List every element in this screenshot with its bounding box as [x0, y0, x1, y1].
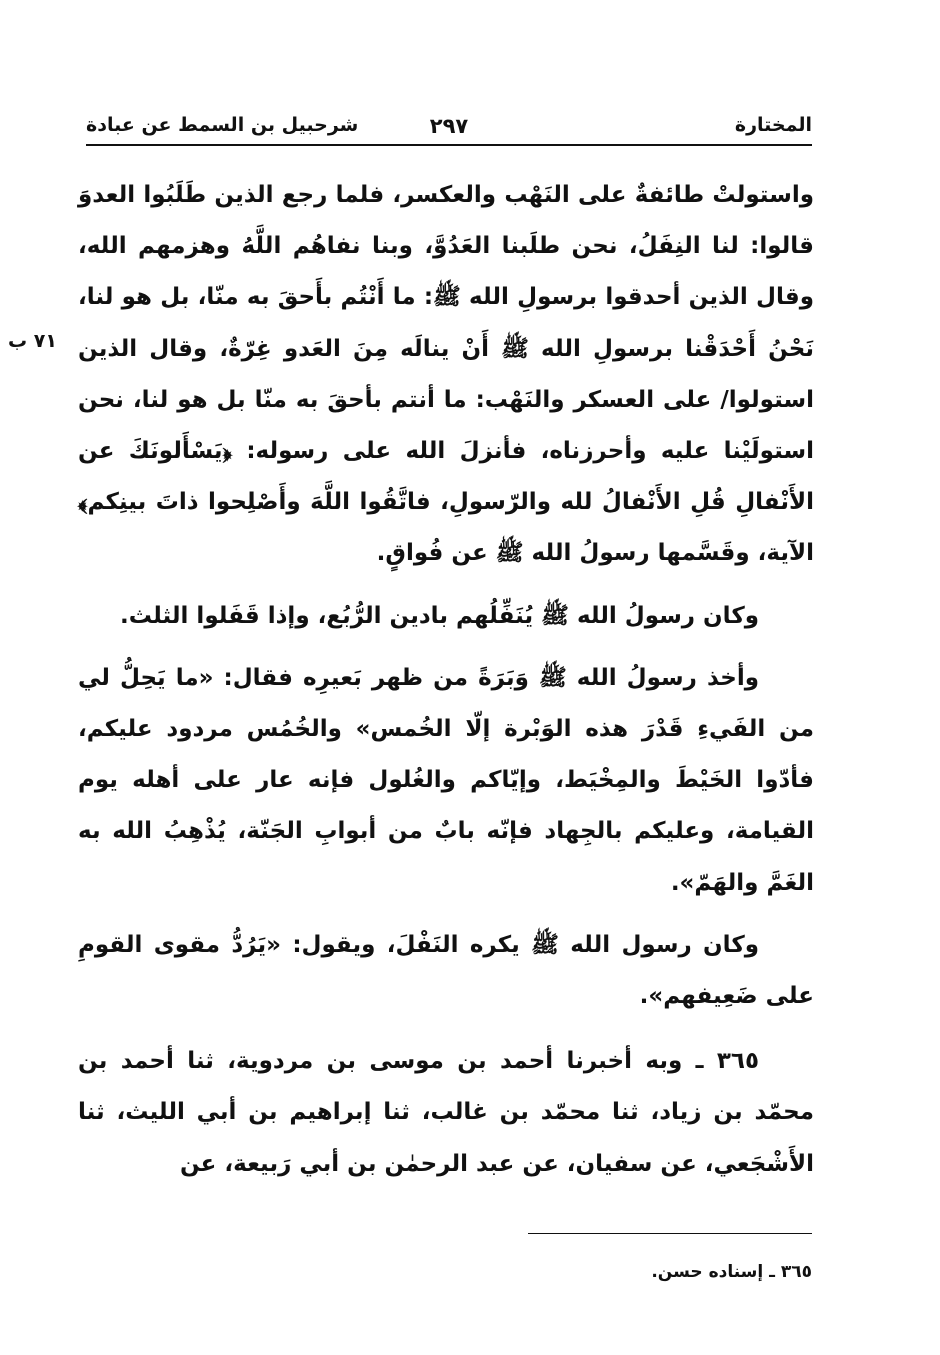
paragraph-1: واستولتْ طائفةٌ على النَهْب والعكسر، فلما رجع الذين طَلَبُوا العدوَ قالوا: لنا النِفَلُ، نحن طلَبنا العَدُوَّ، وبنا نفاهُم اللَّهُ وهزمهم الله، وقال الذين أحدقوا برسولِ الله ﷺ: ما أَنْتُم بأَحقَ به منّا، بل هو لنا، نَحْنُ أَحْدَقْنا برسولِ الله ﷺ أَنْ ينالَه مِنَ العَدو غِرّةٌ، وقال الذين استولوا/ على العسكر والنَهْب: ما أنتم بأحقَ به منّا بل هو لنا، نحن استولَيْنا عليه وأحرزناه، فأنزلَ الله على رسوله: ﴿يَسْأَلونَكَ عن الأَنْفالِ قُلِ الأَنْفالُ لله والرّسولِ، فاتَّقُوا اللَّهَ وأَصْلِحوا ذاتَ بينِكم﴾ الآية، وقَسَّمها رسولُ الله ﷺ عن فُواقٍ. [78, 182, 814, 567]
paragraph-4: وكان رسول الله ﷺ يكره النَفْلَ، ويقول: «يَرُدُّ مقوى القومِ على ضَعِيفهم». [78, 931, 814, 1010]
running-header [86, 110, 812, 144]
paragraph-3: وأخذ رسولُ الله ﷺ وَبَرَةً من ظهر بَعيرِه فقال: «ما يَحِلُّ لي من الفَيءِ قَدْرَ هذه الوَبْرة إلّا الخُمس» والخُمُس مردود عليكم، فأدّوا الخَيْطَ والمِخْيَط، وإيّاكم والغُلول فإنه عار على أهله يوم القيامة، وعليكم بالجِهاد فإنّه بابٌ من أبوابِ الجَنّة، يُذْهِبُ الله به الغَمَّ والهَمّ». [78, 664, 814, 896]
footnote-divider [528, 1233, 812, 1234]
footnote: ٣٦٥ ـ إسناده حسن. [651, 1262, 812, 1282]
manuscript-folio-note: ٧١ ب [8, 330, 57, 352]
header-book-title: المختارة [734, 114, 812, 136]
page-number: ٢٩٧ [429, 114, 469, 138]
header-section-title: شرحبيل بن السمط عن عبادة [86, 114, 359, 136]
header-divider [86, 144, 812, 146]
hadith-365: ٣٦٥ ـ وبه أخبرنا أحمد بن موسى بن مردوية، ثنا أحمد بن محمّد بن زياد، ثنا محمّد بن غالب، ثنا إبراهيم بن أبي الليث، ثنا الأَشْجَعي، عن سفيان، عن عبد الرحمٰن بن أبي رَبيعة، عن [78, 1048, 814, 1177]
paragraph-2: وكان رسولُ الله ﷺ يُنَفِّلُهم بادين الرُّبُع، وإذا قَفَلوا الثلث. [120, 602, 759, 629]
main-text [78, 170, 814, 1201]
